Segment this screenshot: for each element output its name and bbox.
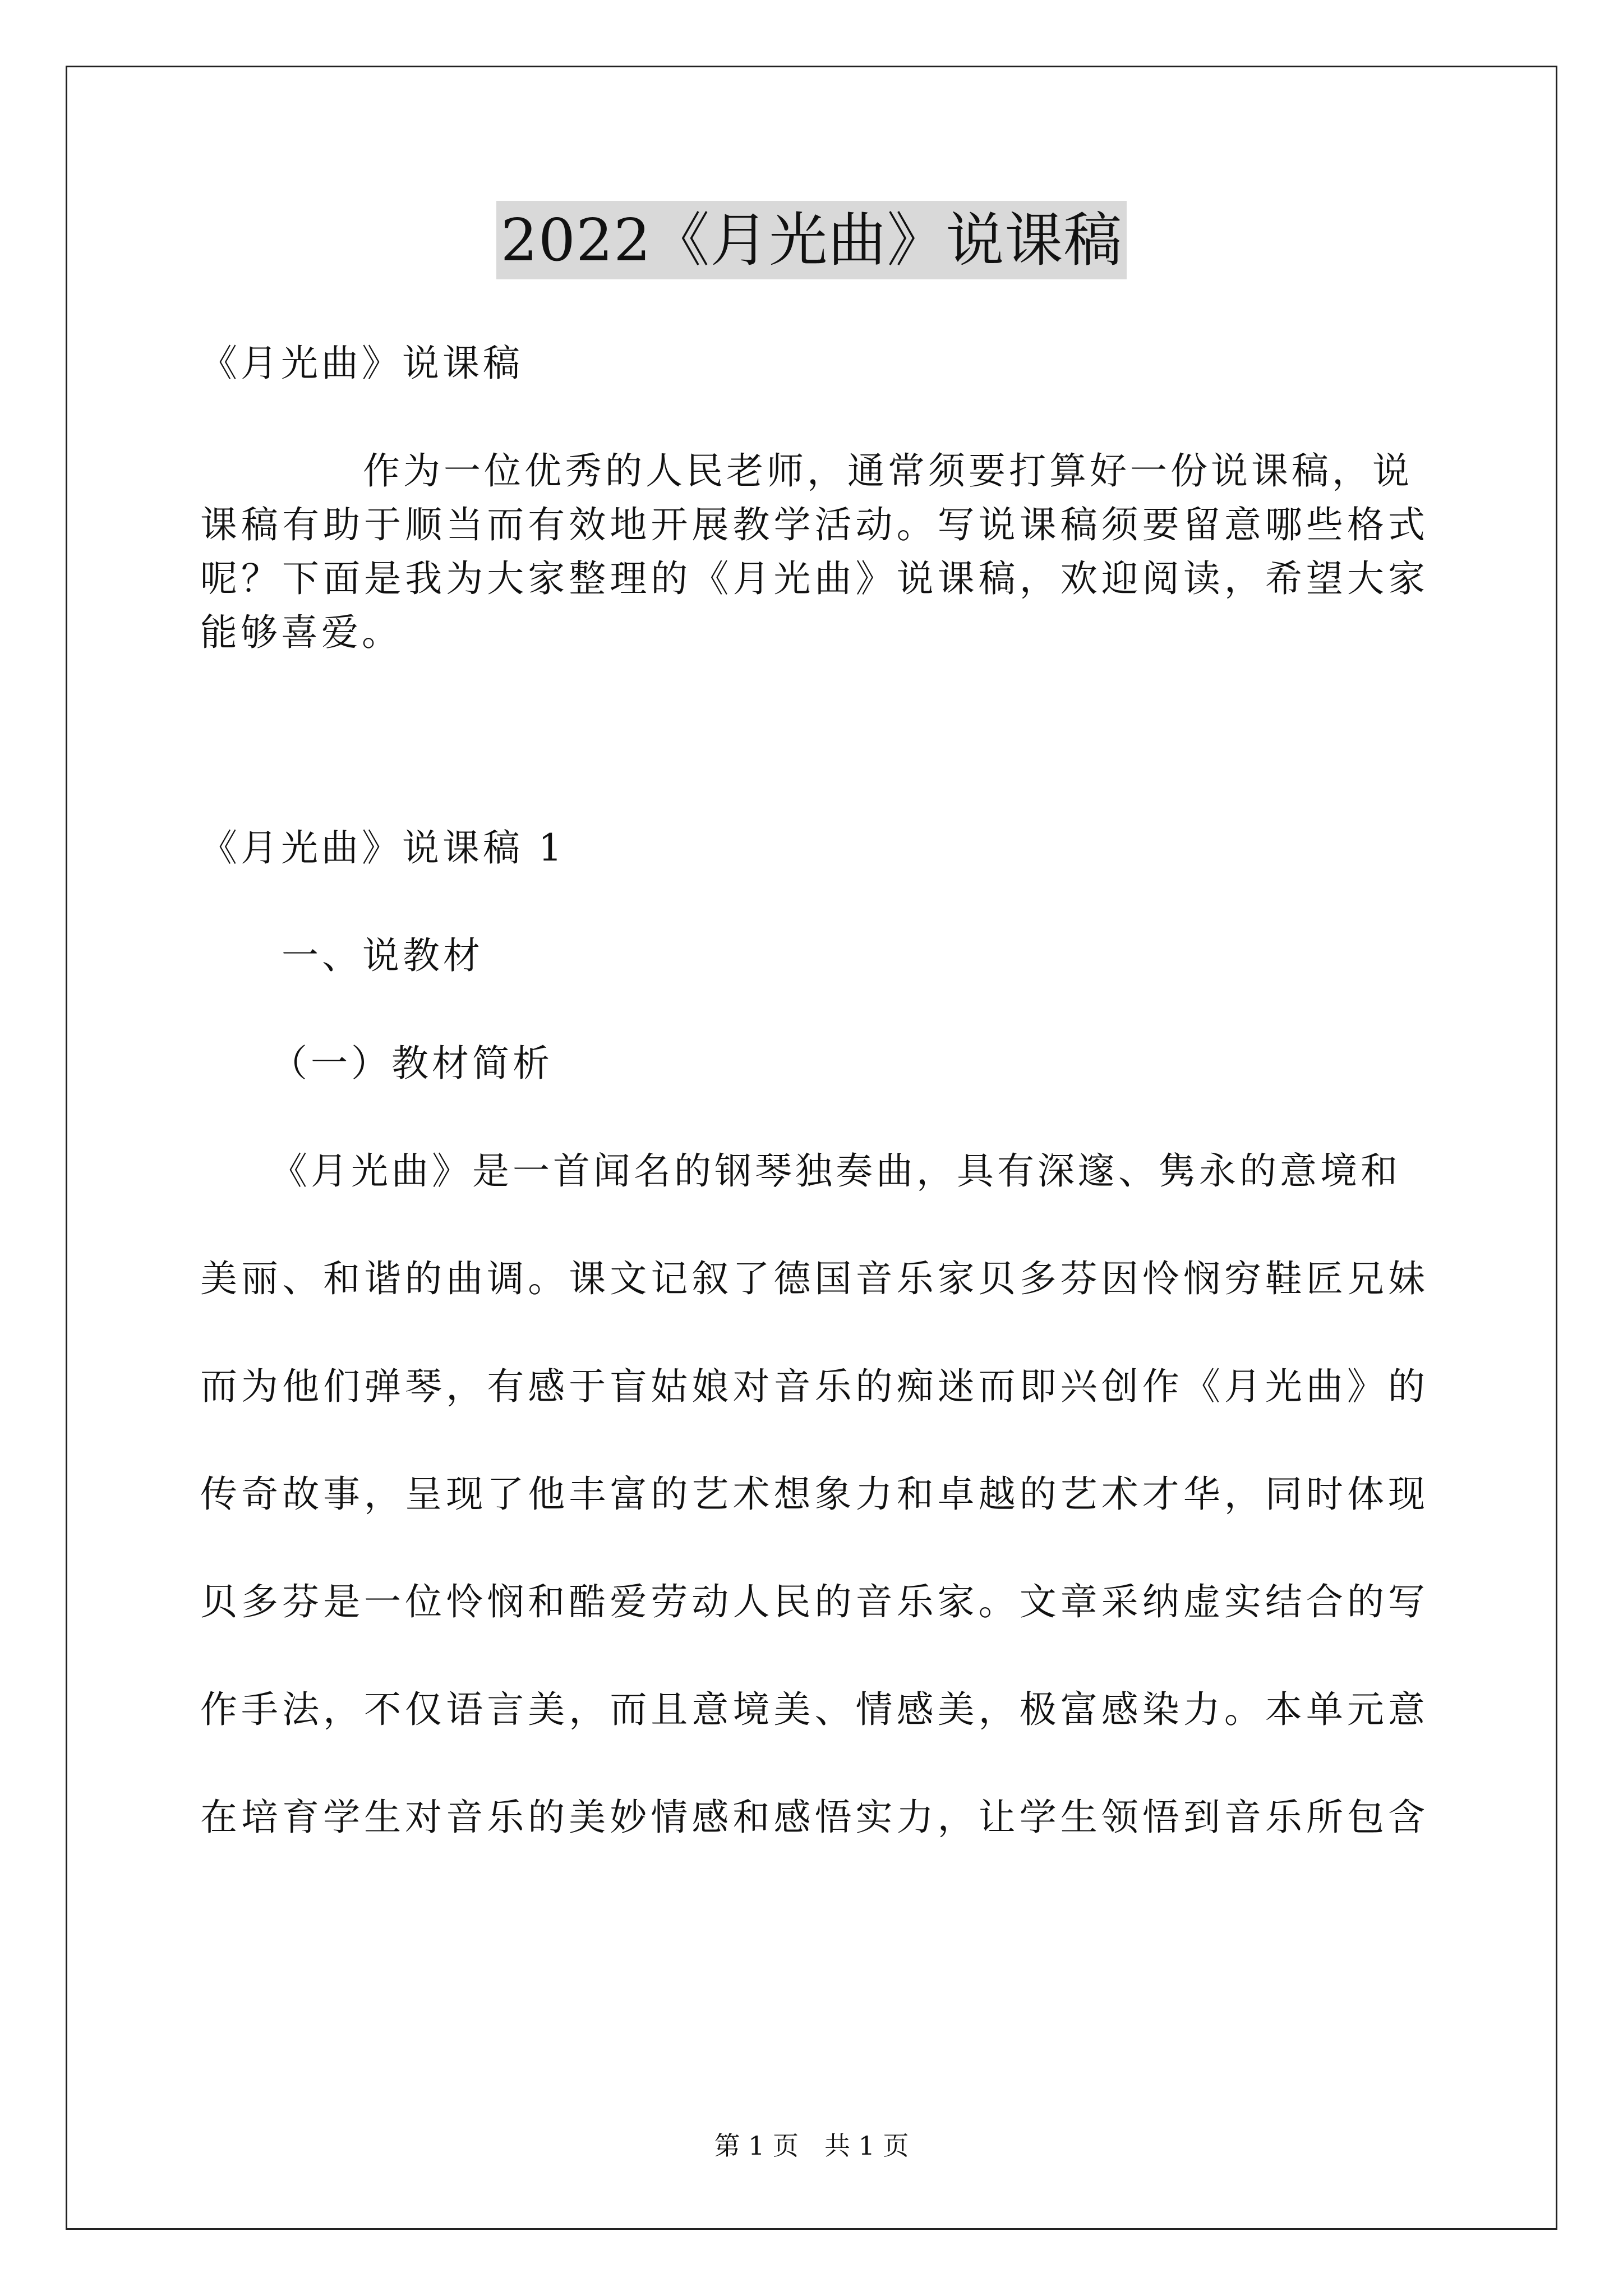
body-line: 传奇故事，呈现了他丰富的艺术想象力和卓越的艺术才华，同时体现	[200, 1473, 1428, 1516]
body-line: 贝多芬是一位怜悯和酷爱劳动人民的音乐家。文章采纳虚实结合的写	[200, 1580, 1428, 1623]
heading-one: 一、说教材	[282, 934, 483, 977]
intro-line: 课稿有助于顺当而有效地开展教学活动。写说课稿须要留意哪些格式	[200, 503, 1428, 546]
intro-line	[200, 444, 1428, 498]
body-line: 而为他们弹琴，有感于盲姑娘对音乐的痴迷而即兴创作《月光曲》的	[200, 1365, 1428, 1408]
body-line: 在培育学生对音乐的美妙情感和感悟实力，让学生领悟到音乐所包含	[200, 1796, 1428, 1839]
body-line	[200, 1144, 1428, 1198]
document-body	[200, 337, 1428, 1844]
document-title: 2022《月光曲》说课稿	[496, 201, 1127, 279]
body-line-text: 《月光曲》是一首闻名的钢琴独奏曲，具有深邃、隽永的意境和	[270, 1149, 1401, 1193]
page-footer: 第 1 页 共 1 页	[714, 2131, 909, 2161]
heading-two: （一）教材简析	[270, 1042, 553, 1085]
subtitle: 《月光曲》说课稿	[200, 342, 523, 385]
body-line: 作手法，不仅语言美，而且意境美、情感美，极富感染力。本单元意	[200, 1688, 1428, 1731]
intro-line: 呢？下面是我为大家整理的《月光曲》说课稿，欢迎阅读，希望大家	[200, 557, 1428, 600]
section-title: 《月光曲》说课稿 1	[200, 826, 565, 869]
body-line: 美丽、和谐的曲调。课文记叙了德国音乐家贝多芬因怜悯穷鞋匠兄妹	[200, 1257, 1428, 1300]
intro-line-text: 作为一位优秀的人民老师，通常须要打算好一份说课稿，说	[363, 449, 1413, 493]
title-wrap	[0, 201, 1623, 279]
intro-line: 能够喜爱。	[200, 611, 402, 654]
